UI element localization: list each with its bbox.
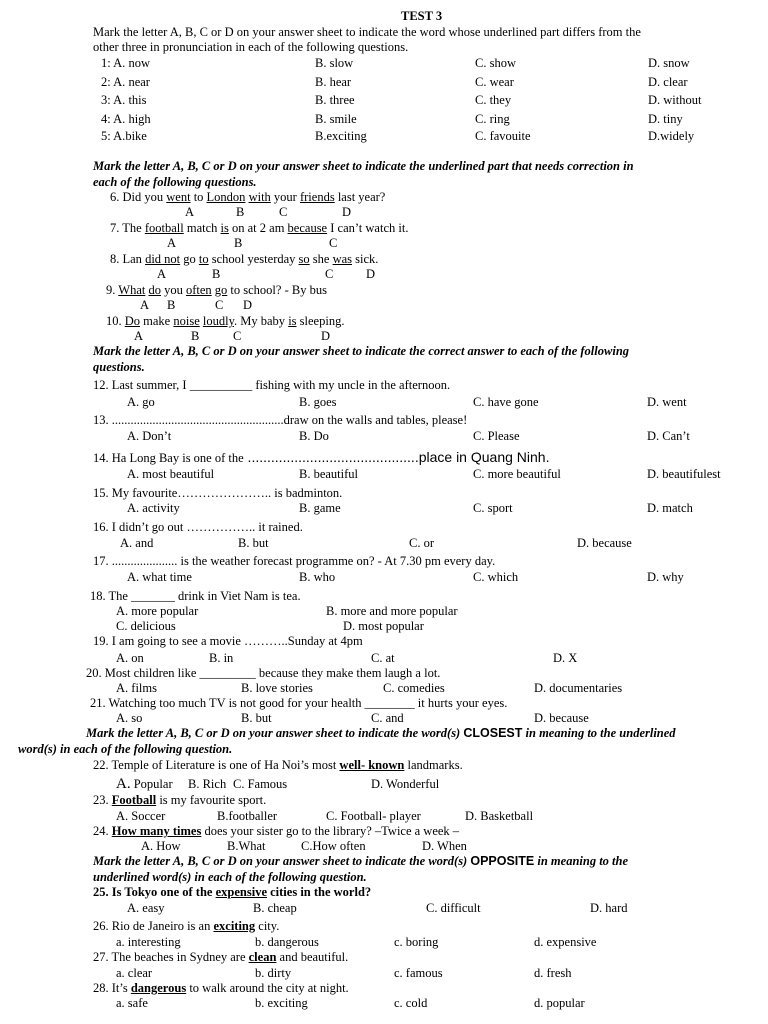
q26-question: 26. Rio de Janeiro is an exciting city. xyxy=(93,919,280,933)
q8-letter-c: C xyxy=(325,267,334,281)
q9-sentence: 9. What do you often go to school? - By bus xyxy=(106,283,327,297)
q4-option-d: D. tiny xyxy=(648,112,683,126)
section3-instruction-line2: questions. xyxy=(93,360,145,374)
q21-option-b: B. but xyxy=(241,711,272,725)
q26-option-b: b. dangerous xyxy=(255,935,319,949)
q6-letter-d: D xyxy=(342,205,352,219)
q27-option-c: c. famous xyxy=(394,966,443,980)
q22-option-b: B. Rich xyxy=(188,777,227,791)
q14-option-b: B. beautiful xyxy=(299,467,359,481)
q1-option-b: B. slow xyxy=(315,56,354,70)
q15-option-b: B. game xyxy=(299,501,341,515)
q27-option-a: a. clear xyxy=(116,966,153,980)
q2-option-b: B. hear xyxy=(315,75,352,89)
q22-option-c: C. Famous xyxy=(233,777,288,791)
q15-option-a: A. activity xyxy=(127,501,180,515)
section5-instruction: Mark the letter A, B, C or D on your answer sheet to indicate the word(s) OPPOSITE in meaning to the xyxy=(93,854,629,868)
q16-option-a: A. and xyxy=(120,536,154,550)
q23-option-a: A. Soccer xyxy=(116,809,166,823)
q4-option-a: 4: A. high xyxy=(101,112,151,126)
q18-option-d: D. most popular xyxy=(343,619,424,633)
q5-option-c: C. favouite xyxy=(475,129,531,143)
q24-option-a: A. How xyxy=(141,839,181,853)
q12-question: 12. Last summer, I __________ fishing with my uncle in the afternoon. xyxy=(93,378,451,392)
q24-option-b: B.What xyxy=(227,839,266,853)
q25-question: 25. Is Tokyo one of the expensive cities in the world? xyxy=(93,885,372,899)
q17-option-a: A. what time xyxy=(127,570,192,584)
page-title: TEST 3 xyxy=(401,9,443,23)
q24-option-d: D. When xyxy=(422,839,467,853)
q6-letter-a: A xyxy=(185,205,195,219)
q20-option-c: C. comedies xyxy=(383,681,445,695)
q2-option-a: 2: A. near xyxy=(101,75,150,89)
q18-option-a: A. more popular xyxy=(116,604,199,618)
q20-question: 20. Most children like _________ because they make them laugh a lot. xyxy=(86,666,441,680)
q17-option-d: D. why xyxy=(647,570,684,584)
q26-option-d: d. expensive xyxy=(534,935,597,949)
q12-option-b: B. goes xyxy=(299,395,337,409)
section2-instruction: Mark the letter A, B, C or D on your answer sheet to indicate the underlined part that needs correction in xyxy=(93,159,634,173)
q19-question: 19. I am going to see a movie ………..Sunday at 4pm xyxy=(93,634,363,648)
q1-option-a: 1: A. now xyxy=(101,56,150,70)
q23-option-b: B.footballer xyxy=(217,809,278,823)
q23-option-c: C. Football- player xyxy=(326,809,421,823)
q15-question: 15. My favourite………………….. is badminton. xyxy=(93,486,343,500)
q3-option-a: 3: A. this xyxy=(101,93,147,107)
q20-option-d: D. documentaries xyxy=(534,681,623,695)
q2-option-d: D. clear xyxy=(648,75,688,89)
section4-instruction-line2: word(s) in each of the following question. xyxy=(18,742,233,756)
q23-option-d: D. Basketball xyxy=(465,809,534,823)
q21-question: 21. Watching too much TV is not good for your health ________ it hurts your eyes. xyxy=(90,696,508,710)
q2-option-c: C. wear xyxy=(475,75,514,89)
q18-question: 18. The _______ drink in Viet Nam is tea. xyxy=(90,589,301,603)
q15-option-d: D. match xyxy=(647,501,693,515)
q12-option-c: C. have gone xyxy=(473,395,539,409)
section3-instruction: Mark the letter A, B, C or D on your answer sheet to indicate the correct answer to each of the following xyxy=(93,344,630,358)
q17-option-b: B. who xyxy=(299,570,336,584)
q8-letter-d: D xyxy=(366,267,376,281)
q27-question: 27. The beaches in Sydney are clean and beautiful. xyxy=(93,950,349,964)
section1-instruction: Mark the letter A, B, C or D on your answer sheet to indicate the word whose underlined part differs from the xyxy=(93,25,641,39)
q27-option-b: b. dirty xyxy=(255,966,292,980)
q19-option-c: C. at xyxy=(371,651,395,665)
q28-option-b: b. exciting xyxy=(255,996,308,1010)
q17-question: 17. ..................... is the weather forecast programme on? - At 7.30 pm every day. xyxy=(93,554,496,568)
q8-letter-b: B xyxy=(212,267,221,281)
q9-letter-b: B xyxy=(167,298,176,312)
q21-option-a: A. so xyxy=(116,711,143,725)
q6-letter-b: B xyxy=(236,205,245,219)
q3-option-b: B. three xyxy=(315,93,355,107)
q28-option-a: a. safe xyxy=(116,996,148,1010)
q9-letter-a: A xyxy=(140,298,150,312)
q16-question: 16. I didn’t go out …………….. it rained. xyxy=(93,520,303,534)
q12-option-d: D. went xyxy=(647,395,687,409)
q8-sentence: 8. Lan did not go to school yesterday so she was sick. xyxy=(110,252,379,266)
q3-option-d: D. without xyxy=(648,93,702,107)
q5-option-d: D.widely xyxy=(648,129,695,143)
q26-option-a: a. interesting xyxy=(116,935,181,949)
q25-option-c: C. difficult xyxy=(426,901,481,915)
q20-option-a: A. films xyxy=(116,681,157,695)
q13-option-b: B. Do xyxy=(299,429,329,443)
q7-letter-b: B xyxy=(234,236,243,250)
q10-sentence: 10. Do make noise loudly. My baby is sleeping. xyxy=(106,314,345,328)
q26-option-c: c. boring xyxy=(394,935,439,949)
q28-option-c: c. cold xyxy=(394,996,428,1010)
q12-option-a: A. go xyxy=(127,395,155,409)
section2-instruction-line2: each of the following questions. xyxy=(93,175,257,189)
q8-letter-a: A xyxy=(157,267,167,281)
q21-option-d: D. because xyxy=(534,711,589,725)
q3-option-c: C. they xyxy=(475,93,512,107)
q10-letter-a: A xyxy=(134,329,144,343)
section4-instruction: Mark the letter A, B, C or D on your answer sheet to indicate the word(s) CLOSEST in meaning to the underlined xyxy=(86,726,676,740)
q14-question: 14. Ha Long Bay is one of the ............................................place in Quang Ninh. xyxy=(93,449,550,465)
q19-option-a: A. on xyxy=(116,651,144,665)
q6-letter-c: C xyxy=(279,205,288,219)
q25-option-a: A. easy xyxy=(127,901,165,915)
q21-option-c: C. and xyxy=(371,711,404,725)
q18-option-c: C. delicious xyxy=(116,619,176,633)
q13-option-c: C. Please xyxy=(473,429,520,443)
q13-question: 13. .......................................................draw on the walls and tables, please! xyxy=(93,413,468,427)
q22-option-d: D. Wonderful xyxy=(371,777,440,791)
q10-letter-c: C xyxy=(233,329,242,343)
q4-option-c: C. ring xyxy=(475,112,510,126)
q13-option-a: A. Don’t xyxy=(127,429,172,443)
q16-option-b: B. but xyxy=(238,536,269,550)
q1-option-c: C. show xyxy=(475,56,516,70)
q17-option-c: C. which xyxy=(473,570,519,584)
section5-instruction-line2: underlined word(s) in each of the following question. xyxy=(93,870,367,884)
q20-option-b: B. love stories xyxy=(241,681,313,695)
q24-question: 24. How many times does your sister go to the library? –Twice a week – xyxy=(93,824,460,838)
q28-question: 28. It’s dangerous to walk around the city at night. xyxy=(93,981,349,995)
q1-option-d: D. snow xyxy=(648,56,690,70)
q7-letter-c: C xyxy=(329,236,338,250)
q7-letter-a: A xyxy=(167,236,177,250)
q25-option-d: D. hard xyxy=(590,901,628,915)
q22-option-a: A. Popular xyxy=(116,776,173,792)
q5-option-a: 5: A.bike xyxy=(101,129,147,143)
q6-sentence: 6. Did you went to London with your friends last year? xyxy=(110,190,386,204)
q25-option-b: B. cheap xyxy=(253,901,297,915)
q7-sentence: 7. The football match is on at 2 am because I can’t watch it. xyxy=(110,221,409,235)
q14-option-d: D. beautifulest xyxy=(647,467,721,481)
q9-letter-c: C xyxy=(215,298,224,312)
q9-letter-d: D xyxy=(243,298,253,312)
q27-option-d: d. fresh xyxy=(534,966,572,980)
q14-option-c: C. more beautiful xyxy=(473,467,561,481)
q14-option-a: A. most beautiful xyxy=(127,467,215,481)
q19-option-b: B. in xyxy=(209,651,234,665)
q16-option-c: C. or xyxy=(409,536,434,550)
q13-option-d: D. Can’t xyxy=(647,429,690,443)
q10-letter-b: B xyxy=(191,329,200,343)
q23-question: 23. Football is my favourite sport. xyxy=(93,793,267,807)
section1-instruction-line2: other three in pronunciation in each of the following questions. xyxy=(93,40,409,54)
q16-option-d: D. because xyxy=(577,536,632,550)
q4-option-b: B. smile xyxy=(315,112,357,126)
q15-option-c: C. sport xyxy=(473,501,513,515)
q19-option-d: D. X xyxy=(553,651,578,665)
q22-question: 22. Temple of Literature is one of Ha Noi’s most well- known landmarks. xyxy=(93,758,463,772)
q18-option-b: B. more and more popular xyxy=(326,604,458,618)
q24-option-c: C.How often xyxy=(301,839,366,853)
q28-option-d: d. popular xyxy=(534,996,585,1010)
q10-letter-d: D xyxy=(321,329,331,343)
q5-option-b: B.exciting xyxy=(315,129,367,143)
